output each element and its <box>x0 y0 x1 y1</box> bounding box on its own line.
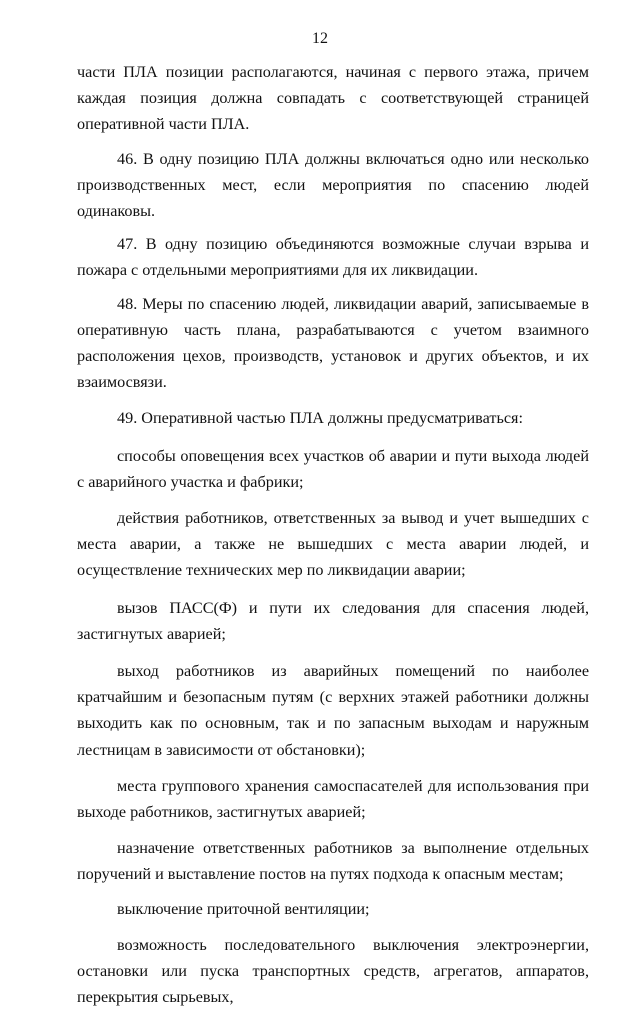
document-body <box>77 59 589 1011</box>
list-item-worker-actions: действия работников, ответственных за вывод и учет вышедших с места аварии, а также не вышедших с места аварии людей, и осуществление технических мер по ликвидации аварии; <box>77 509 589 580</box>
paragraph-continuation: части ПЛА позиции располагаются, начиная с первого этажа, причем каждая позиция должна совпадать с соответствующей страницей оперативной части ПЛА. <box>77 63 589 134</box>
page-number: 12 <box>312 30 328 47</box>
list-item-ventilation: выключение приточной вентиляции; <box>117 899 370 918</box>
paragraph-48: 48. Меры по спасению людей, ликвидации аварий, записываемые в оперативную часть плана, разрабатываются с учетом взаимного расположения цехов, производств, установок и других объектов, и их взаимосвязи. <box>77 294 589 392</box>
list-item-rescue-call: вызов ПАСС(Ф) и пути их следования для спасения людей, застигнутых аварией; <box>77 598 589 643</box>
list-item-notification: способы оповещения всех участков об аварии и пути выхода людей с аварийного участка и фабрики; <box>77 446 589 491</box>
paragraph-47: 47. В одну позицию объединяются возможные случаи взрыва и пожара с отдельными мероприятиями для их ликвидации. <box>77 235 589 280</box>
paragraph-46: 46. В одну позицию ПЛА должны включаться одно или несколько производственных мест, если мероприятия по спасению людей одинаковы. <box>77 149 589 221</box>
list-item-self-rescuers: места группового хранения самоспасателей для использования при выходе работников, застигнутых аварией; <box>77 776 589 822</box>
list-item-evacuation: выход работников из аварийных помещений по наиболее кратчайшим и безопасным путям (с верхних этажей работники должны выходить как по основным, так и по запасным выходам и наружным лестницам в зависимости от обстановки); <box>77 662 589 759</box>
paragraph-49: 49. Оперативной частью ПЛА должны предусматриваться: <box>117 409 523 428</box>
list-item-responsible-workers: назначение ответственных работников за выполнение отдельных поручений и выставление постов на путях подхода к опасным местам; <box>77 839 589 884</box>
list-item-power-shutdown: возможность последовательного выключения электроэнергии, остановки или пуска транспортных средств, агрегатов, аппаратов, перекрытия сырьевых, <box>77 935 589 1007</box>
